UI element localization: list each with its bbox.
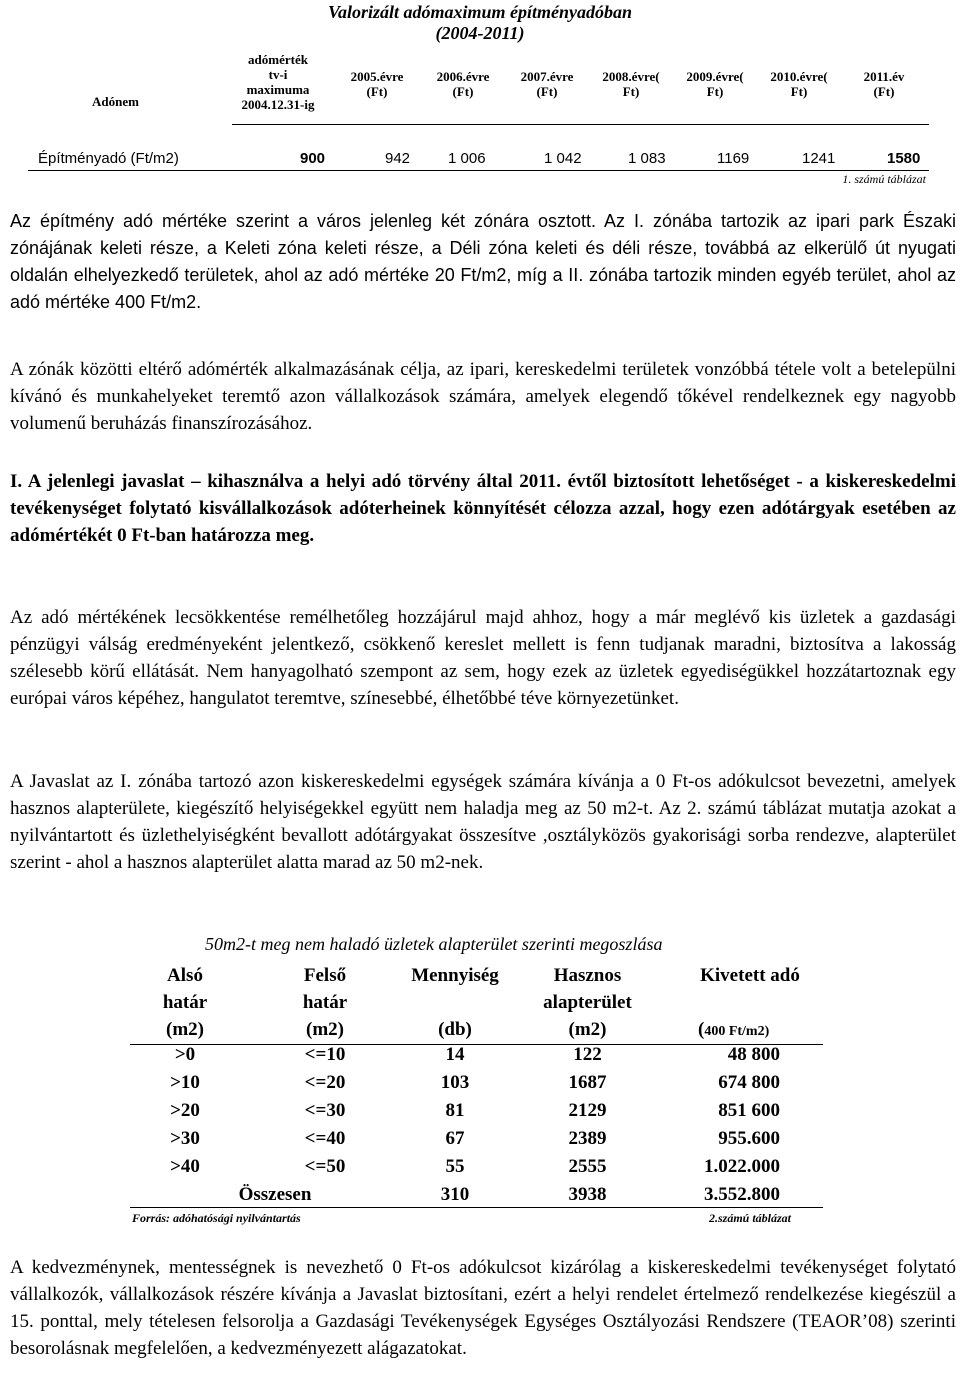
table1-value-2004: 900 <box>300 150 326 167</box>
table2-title: 50m2-t meg nem haladó üzletek alapterület szerinti megoszlása <box>205 934 663 954</box>
table1-header-2011: 2011.év (Ft) <box>863 69 905 99</box>
table2-source: Forrás: adóhatósági nyilvántartás <box>132 1211 301 1225</box>
table1-caption: 1. számú táblázat <box>842 172 926 186</box>
table-row: >30 <=40 67 2389 955.600 <box>170 1128 780 1149</box>
paragraph-zones: Az építmény adó mértéke szerint a város jelenleg két zónára osztott. Az I. zónába tartozik az ipari park Északi zónájának keleti része, a Keleti zóna keleti része, a Déli zóna keleti és déli része, továbbá az elkerülő út nyugati oldalán elhelyezkedő területek, ahol az adó mértéke 20 Ft/m2, míg a II. zónába tartozik minden egyéb terület, ahol az adó mértéke 400 Ft/m2. <box>10 211 956 312</box>
table1-value-2005: 942 <box>385 150 411 167</box>
paragraph-reduction: Az adó mértékének lecsökkentése remélhetőleg hozzájárul majd ahhoz, hogy a már meglévő kis üzletek a gazdasági pénzügyi válság eredményeként jelentkező, csökkenő kereslet mellett is fenn tudjanak maradni, biztosítva a lakosság szélesebb körű ellátását. Nem hanyagolható szempont az sem, hogy ezek az üzletek egyediségükkel hozzátartoznak egy európai város képéhez, hangulatot teremtve, színesebbé, élhetőbbé téve környezetünket. <box>10 607 956 709</box>
table1-value-2010: 1241 <box>802 150 836 167</box>
table1-header-adonem: Adónem <box>92 94 139 109</box>
table2-caption: 2.számú táblázat <box>709 1211 792 1225</box>
table2-bottom-rule <box>130 1207 823 1208</box>
table1-value-2011: 1580 <box>887 150 921 167</box>
table1-value-2006: 1 006 <box>448 150 486 167</box>
paragraph-exemption: A kedvezménynek, mentességnek is nevezhető 0 Ft-os adókulcsot kizárólag a kiskereskedelmi tevékenységet folytató vállalkozók, vállalkozások részére kívánja a Javaslat biztosítani, ezért a helyi rendelet értelmező rendelkezése kiegészül a 15. ponttal, mely tételesen felsorolja a Gazdasági Tevékenységek Egységes Osztályozási Rendszere (TEAOR’08) szerinti besorolásnak megfelelően, a kedvezményezett alágazatokat. <box>10 1257 956 1359</box>
table2-header-upper-bound: Felső határ (m2) <box>302 965 348 1040</box>
table1-title-line2: (2004-2011) <box>435 23 525 43</box>
paragraph-zone-purpose: A zónák közötti eltérő adómérték alkalmazásának célja, az ipari, kereskedelmi területek vonzóbbá tétele volt a betelepülni kívánó és munkahelyeket teremtő azon vállalkozások számára, amelyek elegendő tőkével rendelkeznek egy nagyobb volumenű beruházás finanszírozásához. <box>10 359 956 434</box>
table1-value-2007: 1 042 <box>544 150 582 167</box>
table1-value-2009: 1169 <box>717 150 750 167</box>
table1-header-2006: 2006.évre (Ft) <box>436 69 490 99</box>
table2-header-quantity: Mennyiség (db) <box>411 965 499 1040</box>
table1-header-rule <box>232 124 929 125</box>
paragraph-proposal: I. A jelenlegi javaslat – kihasználva a helyi adó törvény által 2011. évtől biztosított lehetőséget - a kiskereskedelmi tevékenységet folytató kisvállalkozások adóterheinek könnyítését célozza azzal, hogy ezen adótárgyak esetében az adómértékét 0 Ft-ban határozza meg. <box>10 471 956 546</box>
paragraph-zone-one: A Javaslat az I. zónába tartozó azon kiskereskedelmi egységek számára kívánja a 0 Ft-os adókulcsot bevezetni, amelyek hasznos alapterülete, kiegészítő helyiségekkel együtt nem haladja meg az 50 m2-t. Az 2. számú táblázat mutatja azokat a nyilvántartott és üzlethelyiségként bevallott adótárgyakat összesítve ,osztályközös gyakorisági sorba rendezve, alapterület szerint - ahol a hasznos alapterület alatta marad az 50 m2-nek. <box>10 771 956 873</box>
table1-title-line1: Valorizált adómaximum építményadóban <box>327 2 633 22</box>
table2-header-area: Hasznos alapterület (m2) <box>543 965 632 1040</box>
table-row: >20 <=30 81 2129 851 600 <box>170 1100 780 1121</box>
table-row: >10 <=20 103 1687 674 800 <box>170 1072 780 1093</box>
table1-header-adomertek: adómérték tv-i maximuma 2004.12.31-ig <box>241 52 315 112</box>
table-total-row: Összesen 310 3938 3.552.800 <box>238 1184 780 1205</box>
table2-header-lower-bound: Alsó határ (m2) <box>162 965 208 1040</box>
table2-header-tax: Kivetett adó (400 Ft/m2) <box>698 965 800 1040</box>
table1-title <box>300 2 660 44</box>
table-row: >0 <=10 14 122 48 800 <box>174 1044 780 1065</box>
table1-header-2010: 2010.évre( Ft) <box>770 69 828 99</box>
table1-row-label: Építményadó (Ft/m2) <box>38 150 179 167</box>
table1-header-2008: 2008.évre( Ft) <box>602 69 660 99</box>
table1-header-2009: 2009.évre( Ft) <box>686 69 744 99</box>
table1-value-2008: 1 083 <box>628 150 666 167</box>
table1-header-2005: 2005.évre (Ft) <box>350 69 404 99</box>
table1-header-2007: 2007.évre (Ft) <box>520 69 574 99</box>
table1-bottom-rule <box>28 170 929 171</box>
table-row: >40 <=50 55 2555 1.022.000 <box>170 1156 780 1177</box>
